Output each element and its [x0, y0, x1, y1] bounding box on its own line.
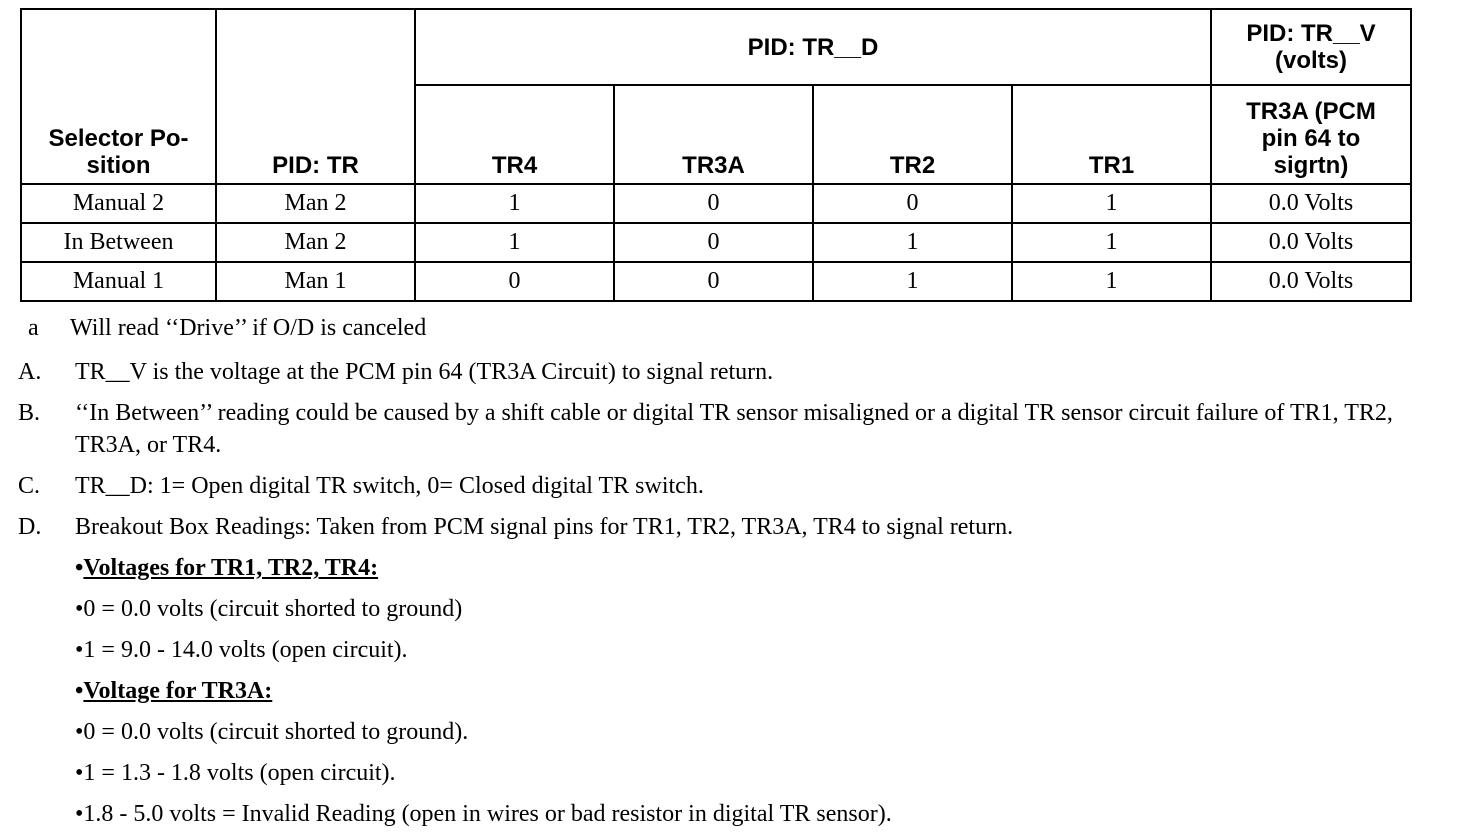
note-key: A. [18, 359, 42, 385]
bullet-item: •0 = 0.0 volts (circuit shorted to ground) [75, 596, 463, 622]
header-pid-tr-d: PID: TR__D [415, 9, 1211, 85]
note-text: TR__V is the voltage at the PCM pin 64 (TR3A Circuit) to signal return. [75, 359, 774, 385]
bullet-item: •0 = 0.0 volts (circuit shorted to ground). [75, 719, 469, 745]
cell-tr1: 1 [1012, 262, 1211, 301]
cell-selector: Manual 1 [21, 262, 216, 301]
cell-tr1: 1 [1012, 184, 1211, 223]
header-tr2: TR2 [813, 85, 1012, 184]
note-c [18, 470, 1458, 502]
notes-section [18, 312, 1458, 839]
cell-tr3a: 0 [614, 262, 813, 301]
cell-tr2: 1 [813, 223, 1012, 262]
heading-text: Voltage for TR3A: [83, 678, 273, 704]
note-d [18, 511, 1458, 543]
header-tr3a-pcm: TR3A (PCM pin 64 to sigrtn) [1211, 85, 1411, 184]
cell-tr4: 0 [415, 262, 614, 301]
voltage-heading-tr3a: •Voltage for TR3A: [75, 678, 273, 704]
note-b [18, 397, 1458, 461]
header-tr1: TR1 [1012, 85, 1211, 184]
tr-sensor-table [20, 8, 1412, 302]
cell-pid-tr: Man 2 [216, 223, 415, 262]
header-tr4: TR4 [415, 85, 614, 184]
bullet-item: •1.8 - 5.0 volts = Invalid Reading (open in wires or bad resistor in digital TR sensor). [75, 801, 892, 827]
table-row [21, 223, 1411, 262]
footnote-key: a [28, 315, 39, 341]
note-key: C. [18, 473, 41, 499]
cell-tr2: 1 [813, 262, 1012, 301]
cell-tr1: 1 [1012, 223, 1211, 262]
cell-pid-tr: Man 1 [216, 262, 415, 301]
heading-text: Voltages for TR1, TR2, TR4: [83, 555, 379, 581]
table-row [21, 184, 1411, 223]
cell-tr4: 1 [415, 223, 614, 262]
cell-selector: In Between [21, 223, 216, 262]
note-text: ‘‘In Between’’ reading could be caused by a shift cable or digital TR sensor misaligned or a digital TR sensor circuit failure of TR1, TR2, TR3A, or TR4. [75, 400, 1393, 458]
cell-volts: 0.0 Volts [1211, 262, 1411, 301]
table-row [21, 262, 1411, 301]
header-pid-tr: PID: TR [216, 9, 415, 184]
header-tr3a: TR3A [614, 85, 813, 184]
note-key: B. [18, 400, 41, 426]
bullet-item: •1 = 9.0 - 14.0 volts (open circuit). [75, 637, 408, 663]
note-a [18, 356, 1458, 388]
cell-tr2: 0 [813, 184, 1012, 223]
note-text: TR__D: 1= Open digital TR switch, 0= Closed digital TR switch. [75, 473, 704, 499]
cell-pid-tr: Man 2 [216, 184, 415, 223]
header-selector-position: Selector Po-sition [21, 9, 216, 184]
cell-tr3a: 0 [614, 223, 813, 262]
footnote-text: Will read ‘‘Drive’’ if O/D is canceled [70, 315, 427, 341]
cell-tr4: 1 [415, 184, 614, 223]
footnote [18, 312, 1458, 344]
cell-selector: Manual 2 [21, 184, 216, 223]
cell-volts: 0.0 Volts [1211, 184, 1411, 223]
cell-tr3a: 0 [614, 184, 813, 223]
header-pid-tr-v: PID: TR__V (volts) [1211, 9, 1411, 85]
bullet-item: •1 = 1.3 - 1.8 volts (open circuit). [75, 760, 396, 786]
cell-volts: 0.0 Volts [1211, 223, 1411, 262]
note-text: Breakout Box Readings: Taken from PCM signal pins for TR1, TR2, TR3A, TR4 to signal return. [75, 514, 1014, 540]
note-key: D. [18, 514, 42, 540]
voltages-heading-tr1-tr2-tr4: •Voltages for TR1, TR2, TR4: [75, 555, 379, 581]
